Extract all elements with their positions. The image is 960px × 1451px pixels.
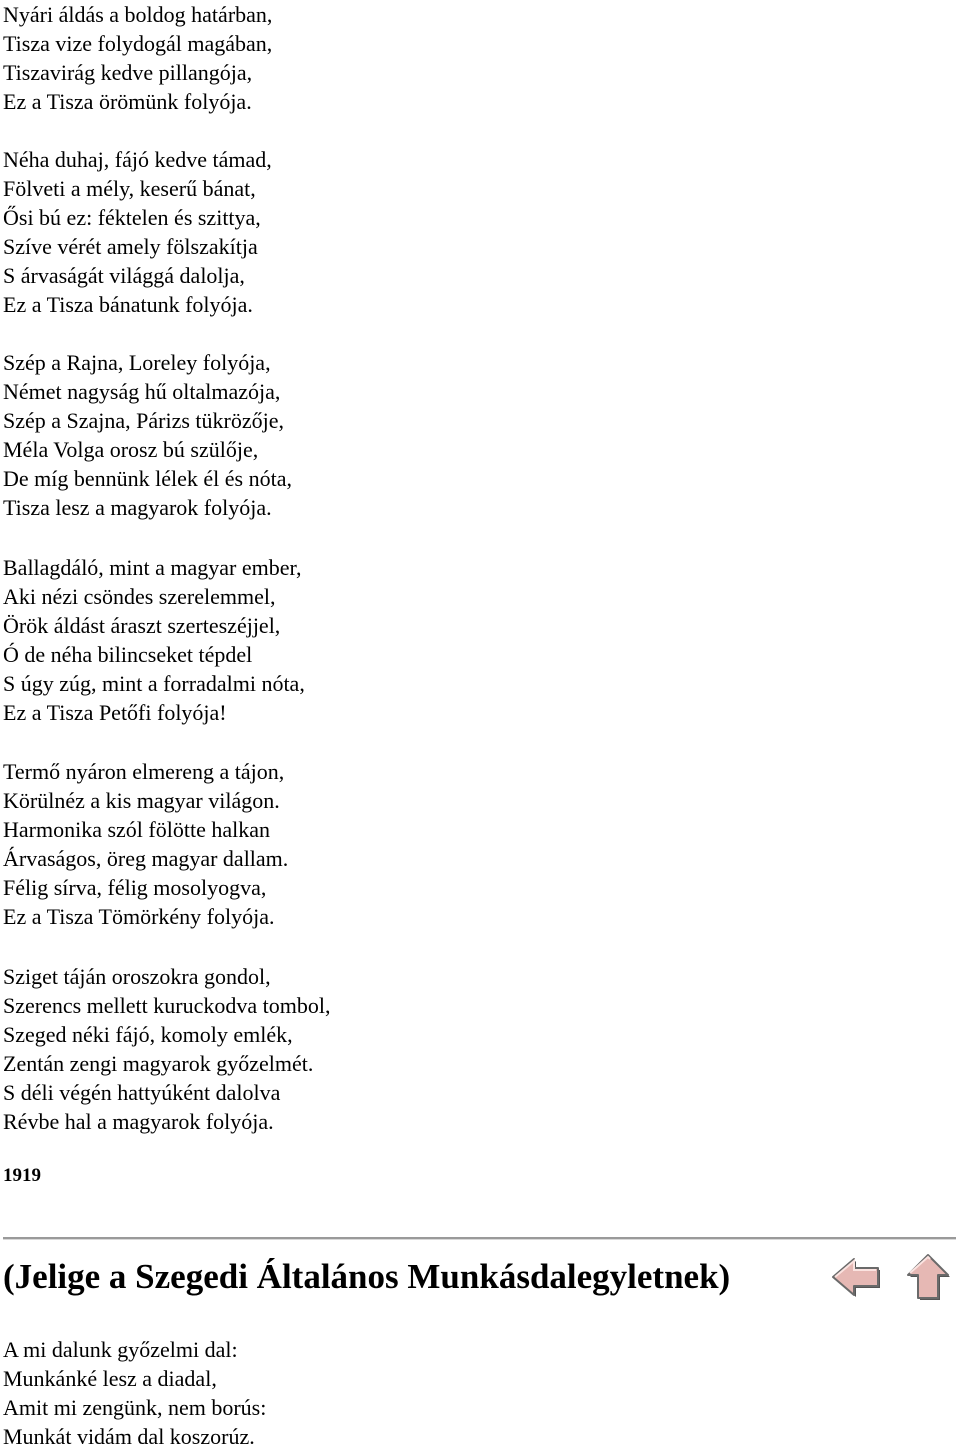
poem-line: Tisza lesz a magyarok folyója. (3, 495, 272, 520)
poem-line: S úgy zúg, mint a forradalmi nóta, (3, 671, 305, 696)
poem-line: Révbe hal a magyarok folyója. (3, 1109, 274, 1134)
poem-line: Méla Volga orosz bú szülője, (3, 437, 259, 462)
poem-line: Ez a Tisza bánatunk folyója. (3, 292, 253, 317)
poem-line: A mi dalunk győzelmi dal: (3, 1337, 238, 1362)
poem-line: Aki nézi csöndes szerelemmel, (3, 584, 276, 609)
poem-line: Termő nyáron elmereng a tájon, (3, 759, 285, 784)
arrow-up-icon (903, 1252, 955, 1302)
stanza-3 (3, 348, 292, 522)
poem-line: Tisza vize folydogál magában, (3, 31, 273, 56)
poem-line: Amit mi zengünk, nem borús: (3, 1395, 267, 1420)
poem-line: Örök áldást áraszt szerteszéjjel, (3, 613, 281, 638)
back-button[interactable] (830, 1252, 882, 1302)
poem-line: Ó de néha bilincseket tépdel (3, 642, 253, 667)
next-poem-stanza (3, 1335, 266, 1451)
poem-line: Harmonika szól fölötte halkan (3, 817, 270, 842)
poem-line: Nyári áldás a boldog határban, (3, 2, 273, 27)
arrow-left-icon (830, 1252, 882, 1302)
poem-line: Ez a Tisza örömünk folyója. (3, 89, 252, 114)
up-button[interactable] (903, 1252, 955, 1302)
poem-line: S árvaságát világgá dalolja, (3, 263, 245, 288)
divider (3, 1237, 956, 1240)
poem-line: Körülnéz a kis magyar világon. (3, 788, 280, 813)
poem-line: Szép a Rajna, Loreley folyója, (3, 350, 271, 375)
poem-line: Fölveti a mély, keserű bánat, (3, 176, 256, 201)
stanza-2 (3, 145, 272, 319)
poem-line: Szerencs mellett kuruckodva tombol, (3, 993, 331, 1018)
stanza-6 (3, 962, 330, 1136)
poem-line: Német nagyság hű oltalmazója, (3, 379, 281, 404)
poem-line: Néha duhaj, fájó kedve támad, (3, 147, 272, 172)
stanza-4 (3, 553, 305, 727)
poem-line: Ez a Tisza Tömörkény folyója. (3, 904, 275, 929)
poem-line: Félig sírva, félig mosolyogva, (3, 875, 267, 900)
poem-line: Zentán zengi magyarok győzelmét. (3, 1051, 314, 1076)
poem-line: Tiszavirág kedve pillangója, (3, 60, 253, 85)
poem-line: De míg bennünk lélek él és nóta, (3, 466, 292, 491)
stanza-5 (3, 757, 288, 931)
poem-line: Munkát vidám dal koszorúz. (3, 1424, 255, 1449)
poem-line: Sziget táján oroszokra gondol, (3, 964, 271, 989)
stanza-1 (3, 0, 272, 116)
poem-line: Árvaságos, öreg magyar dallam. (3, 846, 289, 871)
poem-line: Ez a Tisza Petőfi folyója! (3, 700, 227, 725)
poem-line: Szíve vérét amely fölszakítja (3, 234, 258, 259)
poem-line: Szeged néki fájó, komoly emlék, (3, 1022, 293, 1047)
poem-line: S déli végén hattyúként dalolva (3, 1080, 281, 1105)
poem-line: Munkánké lesz a diadal, (3, 1366, 217, 1391)
poem-line: Szép a Szajna, Párizs tükrözője, (3, 408, 285, 433)
poem-year: 1919 (3, 1165, 41, 1186)
poem-line: Ősi bú ez: féktelen és szittya, (3, 205, 261, 230)
poem-title: (Jelige a Szegedi Általános Munkásdalegyletnek) (3, 1257, 731, 1296)
poem-line: Ballagdáló, mint a magyar ember, (3, 555, 302, 580)
